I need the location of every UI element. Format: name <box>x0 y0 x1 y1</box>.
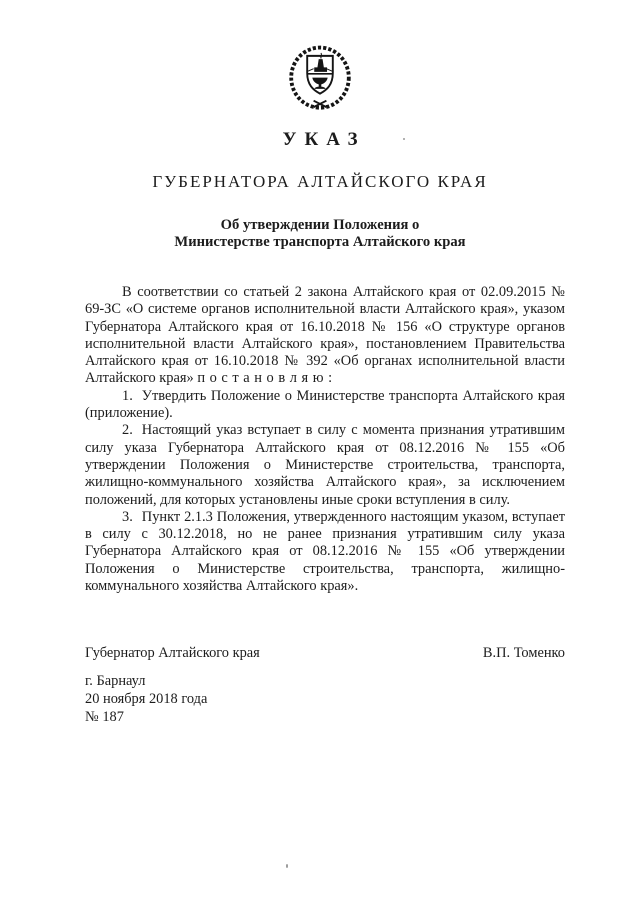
place-date-block <box>85 673 565 726</box>
item-number: 2. <box>122 422 133 439</box>
signer-name: В.П. Томенко <box>482 645 565 662</box>
scan-speck <box>286 864 288 868</box>
signature-place: г. Барнаул <box>85 673 146 690</box>
signature-date: 20 ноября 2018 года <box>85 690 208 707</box>
authority-heading: ГУБЕРНАТОРА АЛТАЙСКОГО КРАЯ <box>152 172 488 191</box>
doc-title-line-1: Об утверждении Положения о <box>220 217 420 233</box>
signer-position: Губернатор Алтайского края <box>85 645 260 662</box>
doc-type-heading: УКАЗ <box>282 129 366 150</box>
decree-item-2 <box>85 422 565 508</box>
item-number: 3. <box>122 508 133 525</box>
intro-verb: п о с т а н о в л я ю : <box>197 370 333 387</box>
item-text: Пункт 2.1.3 Положения, утвержденного настоящим указом, вступает в силу с 30.12.2018, но не ранее признания утратившим силу указа Губернатора Алтайского края от 08.12.2016 № 155 «Об утверждении Положения о Министерстве строительства, транспорта, жилищно-коммунального хозяйства Алтайского края». <box>85 508 565 595</box>
item-text: Настоящий указ вступает в силу с момента признания утратившим силу указа Губернатора Алтайского края от 08.12.2016 № 155 «Об утверждении Положения о Министерстве строительства, транспорта, жилищно-коммунального хозяйства Алтайского края», за исключением положений, для которых установлены иные сроки вступления в силу. <box>85 422 565 508</box>
document-number: № 187 <box>85 708 124 725</box>
scan-speck <box>403 138 405 140</box>
doc-title-line-2: Министерстве транспорта Алтайского края <box>174 234 466 250</box>
decree-body <box>85 284 565 595</box>
signature-row <box>85 645 565 662</box>
intro-text: В соответствии со статьей 2 закона Алтайского края от 02.09.2015 № 69-ЗС «О системе органов исполнительной власти Алтайского края», указом Губернатора Алтайского края от 16.10.2018 № 156 «О структуре органов исполнительной власти Алтайского края», постановлением Правительства Алтайского края от 16.10.2018 № 392 «Об органах исполнительной власти Алтайского края» <box>85 284 565 387</box>
intro-paragraph <box>85 284 565 388</box>
item-text: Утвердить Положение о Министерстве транспорта Алтайского края (приложение). <box>85 387 565 422</box>
item-number: 1. <box>122 387 133 404</box>
decree-item-1 <box>85 388 565 423</box>
coat-of-arms-icon <box>0 0 640 112</box>
decree-item-3 <box>85 509 565 595</box>
doc-title <box>0 217 640 251</box>
